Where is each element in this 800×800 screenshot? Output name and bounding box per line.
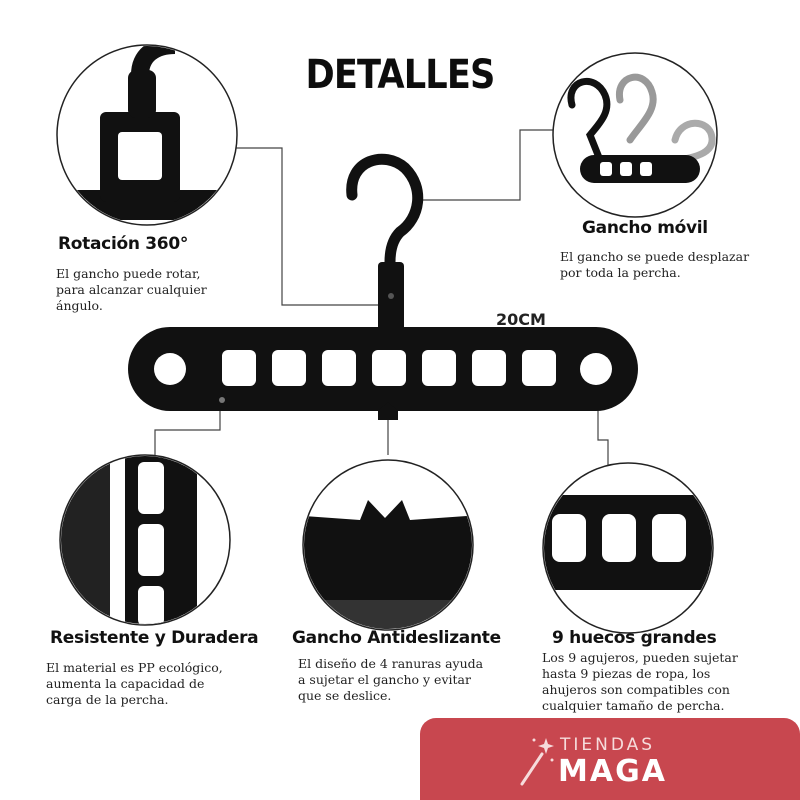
- durable-title: Resistente y Duradera: [50, 628, 259, 648]
- movable-title: Gancho móvil: [582, 218, 708, 238]
- brand-top-text: TIENDAS: [560, 735, 656, 755]
- holes-desc: Los 9 agujeros, pueden sujetar hasta 9 piezas de ropa, los ahujeros son compatibles con cualquier tamaño de percha.: [542, 650, 738, 713]
- antislip-desc: El diseño de 4 ranuras ayuda a sujetar el gancho y evitar que se deslice.: [298, 656, 484, 703]
- holes-detail-icon: [535, 463, 735, 633]
- rotation-title: Rotación 360°: [58, 234, 189, 254]
- hanger-hook-icon: [352, 159, 418, 334]
- durable-desc: El material es PP ecológico, aumenta la capacidad de carga de la percha.: [46, 660, 223, 707]
- hanger-dimension: 20CM: [496, 310, 546, 329]
- brand-badge: [420, 718, 800, 800]
- rotation-detail-icon: [55, 45, 255, 225]
- magic-wand-icon: [516, 732, 556, 788]
- holes-title: 9 huecos grandes: [552, 628, 717, 648]
- movable-desc: El gancho se puede desplazar por toda la percha.: [560, 249, 750, 280]
- hanger-bar-icon: [128, 327, 638, 420]
- durable-detail-icon: [60, 450, 230, 640]
- antislip-title: Gancho Antideslizante: [292, 628, 501, 648]
- rotation-desc: El gancho puede rotar, para alcanzar cualquier ángulo.: [56, 266, 207, 313]
- brand-name: MAGA: [558, 754, 667, 789]
- page-title: DETALLES: [305, 52, 495, 98]
- antislip-detail-icon: [290, 460, 480, 630]
- movable-hook-detail-icon: [553, 53, 717, 217]
